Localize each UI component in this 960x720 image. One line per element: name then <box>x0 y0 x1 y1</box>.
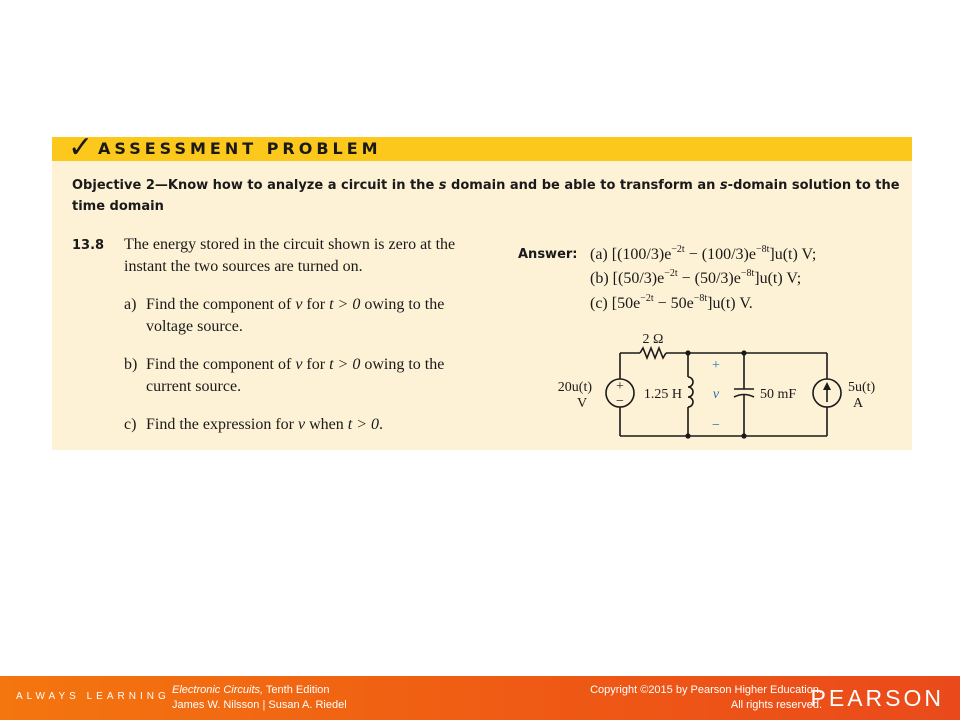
v-label: v <box>712 387 720 402</box>
circuit-diagram <box>552 327 882 447</box>
answer-line-b: (b) $[(50/3)e^{-2t} - (50/3)e^{-8t}]u(t)$ V; <box>590 268 802 287</box>
checkmark-icon: ✓ <box>68 130 94 165</box>
problem-part-b: b) Find the component of v for t > 0 owing to the current source. <box>124 356 445 395</box>
answer-label: Answer: <box>518 247 578 262</box>
always-learning-tagline: ALWAYS LEARNING <box>16 691 170 702</box>
problem-part-c: c) Find the expression for v when t > 0. <box>124 416 383 433</box>
assessment-panel <box>52 130 912 450</box>
problem-statement: The energy stored in the circuit shown is zero at the instant the two sources are turned on. <box>124 236 456 275</box>
answer-line-a: (a) $[(100/3)e^{-2t} - (100/3)e^{-8t}]u(t)$ V; <box>590 244 817 263</box>
problem-part-a: a) Find the component of v for t > 0 owing to the voltage source. <box>124 296 445 335</box>
voltage-source-unit: V <box>576 396 588 411</box>
assessment-banner <box>52 130 912 165</box>
current-source-unit: A <box>852 396 864 411</box>
v-plus: + <box>712 358 720 373</box>
svg-text:+: + <box>616 379 624 394</box>
svg-text:−: − <box>616 394 624 409</box>
inductor-label: 1.25 H <box>643 387 682 402</box>
objective-text: Objective 2—Know how to analyze a circuit in the s domain and be able to transform an s-domain solution to the time domain <box>72 178 900 214</box>
answer-line-c: (c) $[50e^{-2t} - 50e^{-8t}]u(t)$ V. <box>590 293 753 312</box>
banner-title: ASSESSMENT PROBLEM <box>98 139 382 158</box>
pearson-logo: PEARSON <box>810 685 944 711</box>
current-arrow-icon <box>823 382 831 390</box>
copyright-info: Copyright ©2015 by Pearson Higher Education. All rights reserved. <box>590 684 822 711</box>
inductor-symbol <box>688 377 693 407</box>
resistor-symbol <box>640 348 666 358</box>
footer-bar <box>0 676 960 720</box>
capacitor-label: 50 mF <box>760 387 797 402</box>
book-info: Electronic Circuits, Tenth Edition James W. Nilsson | Susan A. Riedel <box>172 684 347 711</box>
current-source-value: 5u(t) <box>848 380 876 395</box>
problem-number: 13.8 <box>72 238 105 253</box>
resistor-label: 2 Ω <box>642 332 664 347</box>
v-minus: − <box>712 418 720 433</box>
voltage-source-value: 20u(t) <box>557 380 592 395</box>
